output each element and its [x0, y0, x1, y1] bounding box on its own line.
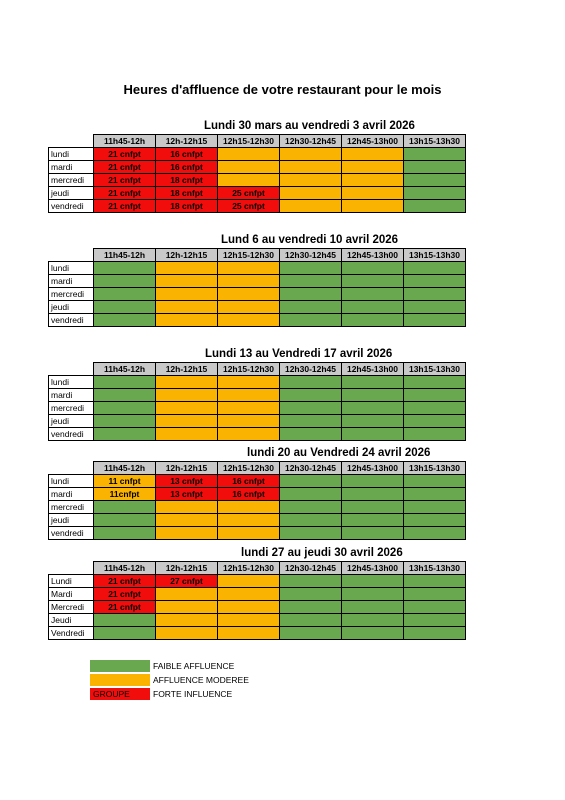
slot-cell [280, 161, 342, 174]
day-label: Lundi [49, 575, 94, 588]
slot-header: 12h45-13h00 [342, 462, 404, 475]
slot-cell [156, 501, 218, 514]
day-label: mercredi [49, 402, 94, 415]
slot-cell [280, 601, 342, 614]
slot-cell [156, 402, 218, 415]
legend-swatch-green [90, 660, 150, 672]
corner-cell [49, 562, 94, 575]
slot-cell: 21 cnfpt [94, 601, 156, 614]
slot-cell: 25 cnfpt [218, 187, 280, 200]
day-label: vendredi [49, 527, 94, 540]
slot-header: 13h15-13h30 [404, 363, 466, 376]
day-label: Mardi [49, 588, 94, 601]
day-label: Vendredi [49, 627, 94, 640]
slot-cell [342, 501, 404, 514]
slot-cell [404, 627, 466, 640]
slot-cell: 16 cnfpt [156, 148, 218, 161]
corner-cell [49, 249, 94, 262]
slot-cell [404, 187, 466, 200]
table-row [49, 376, 466, 389]
slot-cell [156, 601, 218, 614]
slot-cell [342, 428, 404, 441]
slot-cell [342, 389, 404, 402]
slot-cell [280, 148, 342, 161]
slot-cell [404, 200, 466, 213]
day-label: jeudi [49, 514, 94, 527]
slot-cell [94, 627, 156, 640]
slot-cell [218, 301, 280, 314]
slot-cell [156, 275, 218, 288]
slot-cell [280, 314, 342, 327]
slot-cell [94, 527, 156, 540]
slot-header: 12h45-13h00 [342, 363, 404, 376]
slot-cell [342, 575, 404, 588]
table-row [49, 415, 466, 428]
slot-cell [156, 301, 218, 314]
table-row [49, 174, 466, 187]
day-label: vendredi [49, 200, 94, 213]
slot-cell [342, 161, 404, 174]
slot-cell [404, 475, 466, 488]
day-label: Jeudi [49, 614, 94, 627]
legend-label-moderate: AFFLUENCE MODEREE [153, 675, 249, 685]
slot-cell [156, 262, 218, 275]
day-label: lundi [49, 262, 94, 275]
day-label: Mercredi [49, 601, 94, 614]
slot-cell [342, 527, 404, 540]
slot-cell: 18 cnfpt [156, 174, 218, 187]
slot-cell [342, 262, 404, 275]
table-row [49, 428, 466, 441]
slot-header: 11h45-12h [94, 462, 156, 475]
slot-cell [218, 161, 280, 174]
slot-cell [404, 402, 466, 415]
table-row [49, 314, 466, 327]
day-label: vendredi [49, 428, 94, 441]
slot-cell [218, 527, 280, 540]
slot-header: 12h15-12h30 [218, 135, 280, 148]
slot-cell [218, 402, 280, 415]
schedule-table [48, 461, 466, 540]
slot-cell: 11cnfpt [94, 488, 156, 501]
schedule-table [48, 362, 466, 441]
slot-cell [404, 275, 466, 288]
slot-cell [342, 488, 404, 501]
slot-cell [342, 627, 404, 640]
slot-cell [342, 376, 404, 389]
day-label: lundi [49, 475, 94, 488]
week-title: lundi 27 au jeudi 30 avril 2026 [241, 547, 403, 559]
day-label: mercredi [49, 174, 94, 187]
slot-cell [342, 514, 404, 527]
slot-cell [404, 288, 466, 301]
slot-cell [94, 389, 156, 402]
week-title: lundi 20 au Vendredi 24 avril 2026 [247, 447, 431, 459]
table-row [49, 488, 466, 501]
slot-cell [342, 187, 404, 200]
legend-label-high: FORTE INFLUENCE [153, 689, 233, 699]
day-label: mardi [49, 389, 94, 402]
slot-cell [404, 575, 466, 588]
slot-cell [94, 501, 156, 514]
slot-cell [404, 389, 466, 402]
table-row [49, 575, 466, 588]
day-label: mercredi [49, 501, 94, 514]
slot-header: 12h30-12h45 [280, 562, 342, 575]
slot-cell: 13 cnfpt [156, 488, 218, 501]
day-label: mardi [49, 275, 94, 288]
slot-header: 11h45-12h [94, 562, 156, 575]
day-label: mardi [49, 161, 94, 174]
slot-cell: 21 cnfpt [94, 148, 156, 161]
slot-cell [156, 428, 218, 441]
slot-cell [218, 575, 280, 588]
slot-cell [280, 262, 342, 275]
slot-cell [218, 415, 280, 428]
day-label: jeudi [49, 415, 94, 428]
slot-header: 12h45-13h00 [342, 135, 404, 148]
slot-cell [280, 174, 342, 187]
slot-header: 12h-12h15 [156, 363, 218, 376]
slot-cell [280, 501, 342, 514]
slot-cell [404, 148, 466, 161]
slot-header: 12h-12h15 [156, 135, 218, 148]
slot-cell [404, 614, 466, 627]
slot-cell [280, 376, 342, 389]
slot-cell: 16 cnfpt [218, 488, 280, 501]
slot-cell: 25 cnfpt [218, 200, 280, 213]
slot-cell [218, 314, 280, 327]
slot-cell [218, 174, 280, 187]
slot-cell [342, 301, 404, 314]
day-label: jeudi [49, 187, 94, 200]
slot-header: 13h15-13h30 [404, 562, 466, 575]
slot-header: 12h15-12h30 [218, 462, 280, 475]
page-title: Heures d'affluence de votre restaurant pour le mois [123, 82, 442, 97]
slot-cell [280, 200, 342, 213]
slot-header: 13h15-13h30 [404, 135, 466, 148]
header-row [49, 562, 466, 575]
slot-cell: 21 cnfpt [94, 174, 156, 187]
slot-cell [280, 187, 342, 200]
slot-cell [218, 275, 280, 288]
table-row [49, 475, 466, 488]
slot-cell [218, 614, 280, 627]
slot-cell [280, 301, 342, 314]
slot-cell [280, 389, 342, 402]
slot-cell [94, 514, 156, 527]
slot-cell [156, 389, 218, 402]
schedule-table [48, 134, 466, 213]
slot-cell [280, 514, 342, 527]
slot-cell [280, 614, 342, 627]
legend-label-low: FAIBLE AFFLUENCE [153, 661, 235, 671]
slot-cell [342, 588, 404, 601]
slot-cell [218, 389, 280, 402]
slot-header: 12h30-12h45 [280, 462, 342, 475]
slot-cell [94, 376, 156, 389]
table-row [49, 601, 466, 614]
slot-header: 13h15-13h30 [404, 462, 466, 475]
slot-cell [218, 601, 280, 614]
slot-cell [342, 288, 404, 301]
slot-header: 12h30-12h45 [280, 249, 342, 262]
slot-header: 13h15-13h30 [404, 249, 466, 262]
slot-cell [280, 402, 342, 415]
slot-cell: 11 cnfpt [94, 475, 156, 488]
schedule-table [48, 248, 466, 327]
corner-cell [49, 462, 94, 475]
slot-cell: 16 cnfpt [218, 475, 280, 488]
slot-cell [156, 527, 218, 540]
slot-cell [404, 488, 466, 501]
slot-cell [218, 262, 280, 275]
slot-cell [156, 314, 218, 327]
slot-cell [280, 488, 342, 501]
slot-cell [342, 174, 404, 187]
slot-cell [218, 288, 280, 301]
week-title: Lundi 30 mars au vendredi 3 avril 2026 [204, 120, 415, 132]
slot-cell: 18 cnfpt [156, 200, 218, 213]
week-title: Lund 6 au vendredi 10 avril 2026 [221, 234, 399, 246]
slot-header: 11h45-12h [94, 363, 156, 376]
header-row [49, 462, 466, 475]
slot-cell [280, 415, 342, 428]
table-row [49, 200, 466, 213]
slot-cell [280, 275, 342, 288]
slot-cell: 21 cnfpt [94, 200, 156, 213]
slot-cell [342, 148, 404, 161]
slot-header: 12h-12h15 [156, 462, 218, 475]
slot-cell: 21 cnfpt [94, 575, 156, 588]
slot-cell [94, 262, 156, 275]
slot-cell [218, 148, 280, 161]
slot-cell [404, 527, 466, 540]
slot-header: 12h-12h15 [156, 562, 218, 575]
slot-header: 12h15-12h30 [218, 249, 280, 262]
slot-header: 12h45-13h00 [342, 249, 404, 262]
day-label: lundi [49, 148, 94, 161]
slot-cell [94, 275, 156, 288]
day-label: mardi [49, 488, 94, 501]
slot-cell [94, 415, 156, 428]
corner-cell [49, 363, 94, 376]
table-row [49, 187, 466, 200]
slot-cell [156, 514, 218, 527]
slot-cell [94, 314, 156, 327]
slot-cell [342, 314, 404, 327]
slot-cell: 21 cnfpt [94, 161, 156, 174]
table-row [49, 514, 466, 527]
legend-swatch-red: GROUPE [90, 688, 150, 700]
slot-cell [404, 262, 466, 275]
day-label: vendredi [49, 314, 94, 327]
table-row [49, 588, 466, 601]
header-row [49, 249, 466, 262]
slot-header: 12h-12h15 [156, 249, 218, 262]
slot-cell [156, 415, 218, 428]
day-label: mercredi [49, 288, 94, 301]
slot-cell [342, 415, 404, 428]
slot-cell [404, 428, 466, 441]
slot-header: 12h30-12h45 [280, 363, 342, 376]
slot-cell [342, 200, 404, 213]
slot-cell [218, 588, 280, 601]
table-row [49, 389, 466, 402]
legend-swatch-orange [90, 674, 150, 686]
slot-cell [404, 588, 466, 601]
table-row [49, 301, 466, 314]
day-label: jeudi [49, 301, 94, 314]
slot-cell [280, 288, 342, 301]
slot-cell: 27 cnfpt [156, 575, 218, 588]
slot-cell [218, 501, 280, 514]
table-row [49, 288, 466, 301]
schedule-table [48, 561, 466, 640]
slot-cell [156, 376, 218, 389]
table-row [49, 527, 466, 540]
slot-cell [218, 514, 280, 527]
slot-cell [342, 402, 404, 415]
slot-cell [404, 601, 466, 614]
slot-cell: 16 cnfpt [156, 161, 218, 174]
slot-cell [404, 314, 466, 327]
slot-cell [342, 614, 404, 627]
slot-cell [280, 475, 342, 488]
slot-cell [280, 428, 342, 441]
slot-cell [94, 402, 156, 415]
slot-cell [404, 514, 466, 527]
slot-header: 11h45-12h [94, 249, 156, 262]
week-title: Lundi 13 au Vendredi 17 avril 2026 [205, 348, 393, 360]
slot-cell [94, 428, 156, 441]
slot-cell [156, 288, 218, 301]
header-row [49, 135, 466, 148]
day-label: lundi [49, 376, 94, 389]
slot-cell [280, 575, 342, 588]
slot-header: 12h15-12h30 [218, 363, 280, 376]
slot-cell [94, 288, 156, 301]
slot-cell: 21 cnfpt [94, 187, 156, 200]
corner-cell [49, 135, 94, 148]
slot-cell [404, 161, 466, 174]
slot-cell [404, 376, 466, 389]
table-row [49, 148, 466, 161]
table-row [49, 275, 466, 288]
table-row [49, 262, 466, 275]
slot-cell [218, 376, 280, 389]
slot-cell [342, 601, 404, 614]
header-row [49, 363, 466, 376]
slot-header: 12h15-12h30 [218, 562, 280, 575]
slot-cell [404, 415, 466, 428]
slot-cell [94, 614, 156, 627]
slot-cell [218, 428, 280, 441]
slot-cell [156, 627, 218, 640]
slot-cell [94, 301, 156, 314]
slot-cell [404, 301, 466, 314]
table-row [49, 614, 466, 627]
slot-cell: 18 cnfpt [156, 187, 218, 200]
slot-cell [404, 501, 466, 514]
table-row [49, 161, 466, 174]
slot-cell [156, 614, 218, 627]
slot-cell [280, 627, 342, 640]
table-row [49, 402, 466, 415]
slot-header: 12h30-12h45 [280, 135, 342, 148]
slot-header: 11h45-12h [94, 135, 156, 148]
table-row [49, 627, 466, 640]
slot-cell: 13 cnfpt [156, 475, 218, 488]
slot-cell: 21 cnfpt [94, 588, 156, 601]
slot-cell [280, 527, 342, 540]
slot-cell [342, 475, 404, 488]
slot-cell [342, 275, 404, 288]
slot-cell [280, 588, 342, 601]
slot-cell [404, 174, 466, 187]
table-row [49, 501, 466, 514]
slot-cell [156, 588, 218, 601]
slot-header: 12h45-13h00 [342, 562, 404, 575]
slot-cell [218, 627, 280, 640]
